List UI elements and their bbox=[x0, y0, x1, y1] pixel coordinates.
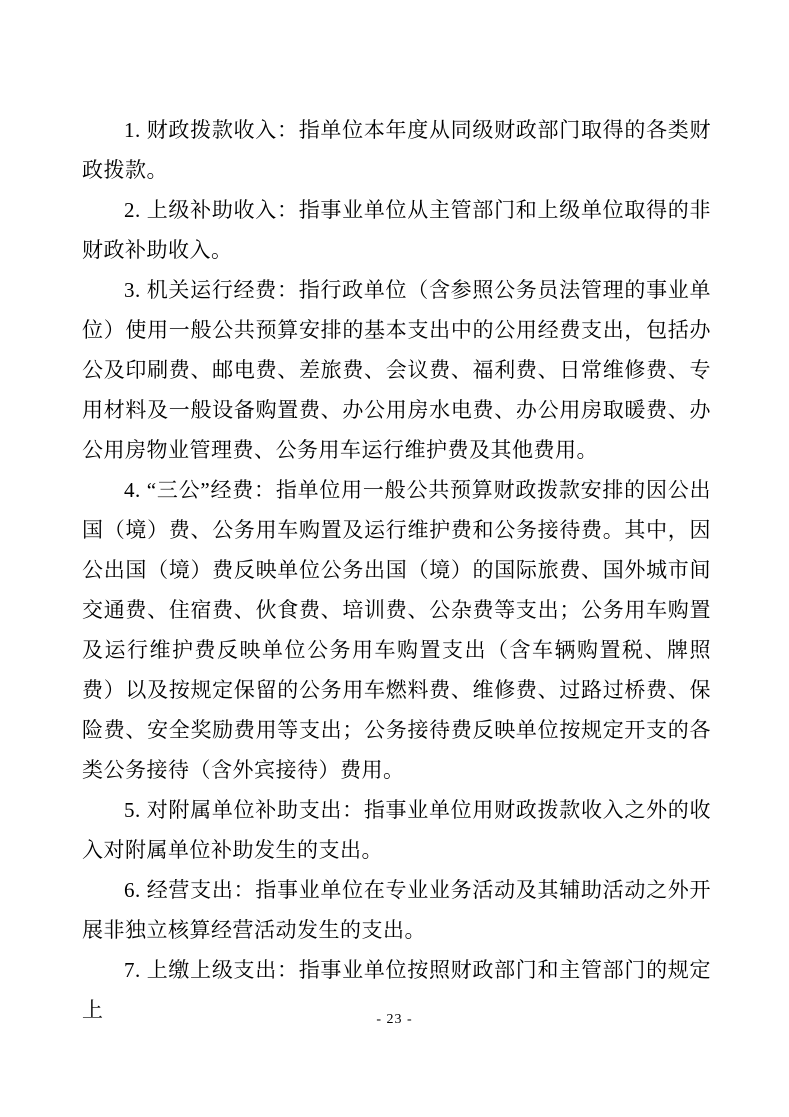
paragraph-operating-expenditure: 6. 经营支出：指事业单位在专业业务活动及其辅助活动之外开展非独立核算经营活动发生的支出。 bbox=[82, 878, 711, 942]
paragraph-payment-to-superior: 7. 上缴上级支出：指事业单位按照财政部门和主管部门的规定上 bbox=[82, 958, 711, 1022]
paragraph-superior-subsidy-income: 2. 上级补助收入：指事业单位从主管部门和上级单位取得的非财政补助收入。 bbox=[82, 198, 711, 262]
paragraph-subsidy-to-affiliated-units: 5. 对附属单位补助支出：指事业单位用财政拨款收入之外的收入对附属单位补助发生的支出。 bbox=[82, 798, 711, 862]
paragraph-fiscal-appropriation-income: 1. 财政拨款收入：指单位本年度从同级财政部门取得的各类财政拨款。 bbox=[82, 118, 711, 182]
paragraph-three-public-funds: 4. “三公”经费：指单位用一般公共预算财政拨款安排的因公出国（境）费、公务用车购置及运行维护费和公务接待费。其中，因公出国（境）费反映单位公务出国（境）的国际旅费、国外城市间交通费、住宿费、伙食费、培训费、公杂费等支出；公务用车购置及运行维护费反映单位公务用车购置支出（含车辆购置税、牌照费）以及按规定保留的公务用车燃料费、维修费、过路过桥费、保险费、安全奖励费用等支出；公务接待费反映单位按规定开支的各类公务接待（含外宾接待）费用。 bbox=[82, 478, 711, 782]
page-number: - 23 - bbox=[376, 1012, 413, 1027]
paragraph-agency-operating-funds: 3. 机关运行经费：指行政单位（含参照公务员法管理的事业单位）使用一般公共预算安排的基本支出中的公用经费支出，包括办公及印刷费、邮电费、差旅费、会议费、福利费、日常维修费、专用材料及一般设备购置费、办公用房水电费、办公用房取暖费、办公用房物业管理费、公务用车运行维护费及其他费用。 bbox=[82, 278, 711, 462]
